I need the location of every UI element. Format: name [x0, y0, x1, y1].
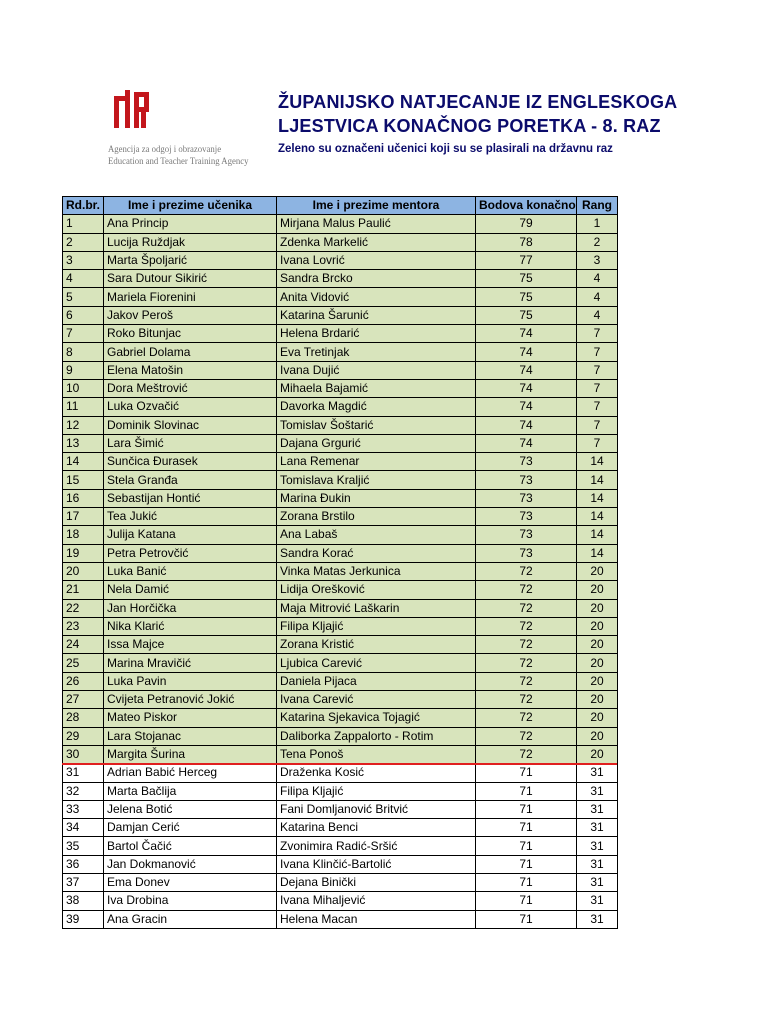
student-name-cell: Cvijeta Petranović Jokić — [104, 691, 277, 709]
row-number-cell: 25 — [63, 654, 104, 672]
row-number-cell: 9 — [63, 361, 104, 379]
logo-text-croatian: Agencija za odgoj i obrazovanje — [108, 145, 222, 155]
row-number-cell: 27 — [63, 691, 104, 709]
mentor-name-cell: Lana Remenar — [277, 453, 476, 471]
table-row — [63, 800, 618, 818]
student-name-cell: Lara Stojanac — [104, 727, 277, 745]
row-number-cell: 18 — [63, 526, 104, 544]
mentor-name-cell: Ivana Lovrić — [277, 251, 476, 269]
rank-cell: 20 — [577, 727, 618, 745]
final-points-cell: 74 — [476, 361, 577, 379]
table-row — [63, 727, 618, 745]
table-row — [63, 873, 618, 891]
student-name-cell: Stela Granđa — [104, 471, 277, 489]
mentor-name-cell: Maja Mitrović Laškarin — [277, 599, 476, 617]
student-name-cell: Marta Špoljarić — [104, 251, 277, 269]
student-name-cell: Elena Matošin — [104, 361, 277, 379]
student-name-cell: Lucija Ruždjak — [104, 233, 277, 251]
row-number-cell: 2 — [63, 233, 104, 251]
table-row — [63, 745, 618, 763]
final-points-cell: 75 — [476, 306, 577, 324]
mentor-name-cell: Helena Brdarić — [277, 325, 476, 343]
row-number-cell: 32 — [63, 782, 104, 800]
table-row — [63, 544, 618, 562]
final-points-cell: 71 — [476, 837, 577, 855]
mentor-name-cell: Ivana Mihaljević — [277, 892, 476, 910]
rank-cell: 20 — [577, 562, 618, 580]
student-name-cell: Jan Horčička — [104, 599, 277, 617]
final-points-cell: 73 — [476, 489, 577, 507]
row-number-cell: 15 — [63, 471, 104, 489]
mentor-name-cell: Sandra Korać — [277, 544, 476, 562]
mentor-name-cell: Mirjana Malus Paulić — [277, 215, 476, 233]
rank-cell: 31 — [577, 764, 618, 782]
row-number-cell: 35 — [63, 837, 104, 855]
rank-cell: 20 — [577, 617, 618, 635]
row-number-cell: 20 — [63, 562, 104, 580]
column-header-points: Bodova konačno — [476, 197, 577, 215]
mentor-name-cell: Tomislava Kraljić — [277, 471, 476, 489]
rank-cell: 7 — [577, 361, 618, 379]
rank-cell: 31 — [577, 910, 618, 928]
row-number-cell: 22 — [63, 599, 104, 617]
table-row — [63, 636, 618, 654]
mentor-name-cell: Anita Vidović — [277, 288, 476, 306]
student-name-cell: Luka Banić — [104, 562, 277, 580]
table-row — [63, 361, 618, 379]
mentor-name-cell: Ivana Dujić — [277, 361, 476, 379]
student-name-cell: Damjan Cerić — [104, 819, 277, 837]
row-number-cell: 39 — [63, 910, 104, 928]
row-number-cell: 4 — [63, 270, 104, 288]
rank-cell: 20 — [577, 672, 618, 690]
final-points-cell: 74 — [476, 379, 577, 397]
row-number-cell: 23 — [63, 617, 104, 635]
row-number-cell: 11 — [63, 398, 104, 416]
row-number-cell: 30 — [63, 745, 104, 763]
student-name-cell: Jakov Peroš — [104, 306, 277, 324]
student-name-cell: Ana Gracin — [104, 910, 277, 928]
student-name-cell: Marta Bačlija — [104, 782, 277, 800]
table-row — [63, 453, 618, 471]
final-points-cell: 71 — [476, 819, 577, 837]
rank-cell: 20 — [577, 745, 618, 763]
final-points-cell: 72 — [476, 581, 577, 599]
final-points-cell: 75 — [476, 270, 577, 288]
row-number-cell: 3 — [63, 251, 104, 269]
mentor-name-cell: Ivana Klinčić-Bartolić — [277, 855, 476, 873]
final-points-cell: 78 — [476, 233, 577, 251]
row-number-cell: 10 — [63, 379, 104, 397]
rank-cell: 4 — [577, 270, 618, 288]
rank-cell: 20 — [577, 636, 618, 654]
rank-cell: 20 — [577, 709, 618, 727]
final-points-cell: 74 — [476, 434, 577, 452]
final-points-cell: 74 — [476, 325, 577, 343]
mentor-name-cell: Helena Macan — [277, 910, 476, 928]
final-points-cell: 72 — [476, 691, 577, 709]
table-row — [63, 398, 618, 416]
rank-cell: 2 — [577, 233, 618, 251]
mentor-name-cell: Eva Tretinjak — [277, 343, 476, 361]
rank-cell: 4 — [577, 306, 618, 324]
row-number-cell: 5 — [63, 288, 104, 306]
mentor-name-cell: Ljubica Carević — [277, 654, 476, 672]
final-points-cell: 75 — [476, 288, 577, 306]
mentor-name-cell: Dejana Binički — [277, 873, 476, 891]
table-row — [63, 764, 618, 782]
mentor-name-cell: Lidija Orešković — [277, 581, 476, 599]
table-row — [63, 471, 618, 489]
table-row — [63, 709, 618, 727]
rank-cell: 7 — [577, 325, 618, 343]
table-row — [63, 599, 618, 617]
table-row — [63, 562, 618, 580]
row-number-cell: 33 — [63, 800, 104, 818]
student-name-cell: Petra Petrovčić — [104, 544, 277, 562]
table-row — [63, 892, 618, 910]
table-row — [63, 251, 618, 269]
row-number-cell: 14 — [63, 453, 104, 471]
student-name-cell: Gabriel Dolama — [104, 343, 277, 361]
row-number-cell: 29 — [63, 727, 104, 745]
student-name-cell: Issa Majce — [104, 636, 277, 654]
rank-cell: 31 — [577, 782, 618, 800]
column-header-rank: Rang — [577, 197, 618, 215]
table-row — [63, 581, 618, 599]
mentor-name-cell: Katarina Šarunić — [277, 306, 476, 324]
student-name-cell: Luka Pavin — [104, 672, 277, 690]
table-row — [63, 434, 618, 452]
student-name-cell: Roko Bitunjac — [104, 325, 277, 343]
results-table-body — [63, 215, 618, 929]
table-row — [63, 343, 618, 361]
row-number-cell: 12 — [63, 416, 104, 434]
final-points-cell: 71 — [476, 800, 577, 818]
final-points-cell: 72 — [476, 599, 577, 617]
student-name-cell: Nika Klarić — [104, 617, 277, 635]
final-points-cell: 71 — [476, 764, 577, 782]
agency-logo-icon — [110, 88, 154, 134]
student-name-cell: Iva Drobina — [104, 892, 277, 910]
qualification-note: Zeleno su označeni učenici koji su se plasirali na državnu raz — [278, 143, 613, 155]
rank-cell: 3 — [577, 251, 618, 269]
table-row — [63, 526, 618, 544]
final-points-cell: 71 — [476, 892, 577, 910]
mentor-name-cell: Ana Labaš — [277, 526, 476, 544]
document-header — [278, 90, 768, 157]
final-points-cell: 74 — [476, 398, 577, 416]
agency-logo — [108, 88, 258, 168]
table-header-row — [63, 197, 618, 215]
rank-cell: 20 — [577, 654, 618, 672]
mentor-name-cell: Sandra Brcko — [277, 270, 476, 288]
mentor-name-cell: Mihaela Bajamić — [277, 379, 476, 397]
rank-cell: 14 — [577, 544, 618, 562]
rank-cell: 4 — [577, 288, 618, 306]
final-points-cell: 73 — [476, 471, 577, 489]
mentor-name-cell: Zorana Kristić — [277, 636, 476, 654]
row-number-cell: 1 — [63, 215, 104, 233]
table-row — [63, 379, 618, 397]
rank-cell: 20 — [577, 691, 618, 709]
final-points-cell: 73 — [476, 526, 577, 544]
mentor-name-cell: Daliborka Zappalorto - Rotim — [277, 727, 476, 745]
table-row — [63, 837, 618, 855]
final-points-cell: 71 — [476, 873, 577, 891]
table-row — [63, 306, 618, 324]
rank-cell: 1 — [577, 215, 618, 233]
row-number-cell: 37 — [63, 873, 104, 891]
rank-cell: 14 — [577, 471, 618, 489]
document-title: ŽUPANIJSKO NATJECANJE IZ ENGLESKOGA — [278, 92, 678, 112]
mentor-name-cell: Draženka Kosić — [277, 764, 476, 782]
final-points-cell: 72 — [476, 709, 577, 727]
table-row — [63, 672, 618, 690]
row-number-cell: 8 — [63, 343, 104, 361]
rank-cell: 7 — [577, 379, 618, 397]
mentor-name-cell: Tena Ponoš — [277, 745, 476, 763]
rank-cell: 31 — [577, 873, 618, 891]
logo-text-english: Education and Teacher Training Agency — [108, 157, 249, 167]
table-row — [63, 691, 618, 709]
mentor-name-cell: Zdenka Markelić — [277, 233, 476, 251]
table-row — [63, 270, 618, 288]
mentor-name-cell: Zvonimira Radić-Sršić — [277, 837, 476, 855]
rank-cell: 7 — [577, 398, 618, 416]
final-points-cell: 71 — [476, 910, 577, 928]
qualification-cutoff-line — [62, 763, 617, 765]
row-number-cell: 16 — [63, 489, 104, 507]
row-number-cell: 13 — [63, 434, 104, 452]
mentor-name-cell: Davorka Magdić — [277, 398, 476, 416]
student-name-cell: Dominik Slovinac — [104, 416, 277, 434]
row-number-cell: 31 — [63, 764, 104, 782]
row-number-cell: 36 — [63, 855, 104, 873]
mentor-name-cell: Filipa Kljajić — [277, 782, 476, 800]
final-points-cell: 72 — [476, 636, 577, 654]
rank-cell: 31 — [577, 800, 618, 818]
final-points-cell: 74 — [476, 416, 577, 434]
row-number-cell: 21 — [63, 581, 104, 599]
student-name-cell: Sunčica Đurasek — [104, 453, 277, 471]
student-name-cell: Adrian Babić Herceg — [104, 764, 277, 782]
rank-cell: 14 — [577, 508, 618, 526]
student-name-cell: Ana Princip — [104, 215, 277, 233]
mentor-name-cell: Tomislav Šoštarić — [277, 416, 476, 434]
rank-cell: 7 — [577, 434, 618, 452]
final-points-cell: 71 — [476, 855, 577, 873]
student-name-cell: Nela Damić — [104, 581, 277, 599]
mentor-name-cell: Ivana Carević — [277, 691, 476, 709]
mentor-name-cell: Marina Đukin — [277, 489, 476, 507]
table-row — [63, 233, 618, 251]
student-name-cell: Ema Donev — [104, 873, 277, 891]
table-row — [63, 819, 618, 837]
final-points-cell: 74 — [476, 343, 577, 361]
final-points-cell: 73 — [476, 544, 577, 562]
student-name-cell: Julija Katana — [104, 526, 277, 544]
rank-cell: 31 — [577, 837, 618, 855]
final-points-cell: 73 — [476, 508, 577, 526]
table-row — [63, 288, 618, 306]
results-table — [62, 196, 618, 929]
table-row — [63, 855, 618, 873]
row-number-cell: 24 — [63, 636, 104, 654]
row-number-cell: 7 — [63, 325, 104, 343]
final-points-cell: 77 — [476, 251, 577, 269]
student-name-cell: Lara Šimić — [104, 434, 277, 452]
rank-cell: 14 — [577, 526, 618, 544]
rank-cell: 20 — [577, 581, 618, 599]
student-name-cell: Jan Dokmanović — [104, 855, 277, 873]
student-name-cell: Bartol Čačić — [104, 837, 277, 855]
final-points-cell: 72 — [476, 617, 577, 635]
mentor-name-cell: Filipa Kljajić — [277, 617, 476, 635]
rank-cell: 14 — [577, 489, 618, 507]
mentor-name-cell: Fani Domljanović Britvić — [277, 800, 476, 818]
final-points-cell: 72 — [476, 654, 577, 672]
rank-cell: 31 — [577, 855, 618, 873]
table-row — [63, 910, 618, 928]
student-name-cell: Luka Ozvačić — [104, 398, 277, 416]
student-name-cell: Sebastijan Hontić — [104, 489, 277, 507]
table-row — [63, 489, 618, 507]
student-name-cell: Sara Dutour Sikirić — [104, 270, 277, 288]
row-number-cell: 19 — [63, 544, 104, 562]
student-name-cell: Marina Mravičić — [104, 654, 277, 672]
final-points-cell: 72 — [476, 562, 577, 580]
row-number-cell: 6 — [63, 306, 104, 324]
row-number-cell: 28 — [63, 709, 104, 727]
student-name-cell: Dora Meštrović — [104, 379, 277, 397]
mentor-name-cell: Katarina Sjekavica Tojagić — [277, 709, 476, 727]
mentor-name-cell: Zorana Brstilo — [277, 508, 476, 526]
table-row — [63, 782, 618, 800]
student-name-cell: Mariela Fiorenini — [104, 288, 277, 306]
table-row — [63, 654, 618, 672]
rank-cell: 31 — [577, 892, 618, 910]
final-points-cell: 79 — [476, 215, 577, 233]
row-number-cell: 26 — [63, 672, 104, 690]
mentor-name-cell: Dajana Grgurić — [277, 434, 476, 452]
student-name-cell: Margita Šurina — [104, 745, 277, 763]
column-header-rd: Rd.br. — [63, 197, 104, 215]
student-name-cell: Tea Jukić — [104, 508, 277, 526]
final-points-cell: 71 — [476, 782, 577, 800]
mentor-name-cell: Vinka Matas Jerkunica — [277, 562, 476, 580]
final-points-cell: 72 — [476, 672, 577, 690]
row-number-cell: 38 — [63, 892, 104, 910]
final-points-cell: 72 — [476, 727, 577, 745]
document-subtitle-ranking: LJESTVICA KONAČNOG PORETKA - 8. RAZ — [278, 116, 661, 136]
table-row — [63, 215, 618, 233]
table-row — [63, 617, 618, 635]
student-name-cell: Mateo Piskor — [104, 709, 277, 727]
rank-cell: 14 — [577, 453, 618, 471]
rank-cell: 31 — [577, 819, 618, 837]
column-header-mentor: Ime i prezime mentora — [277, 197, 476, 215]
table-row — [63, 508, 618, 526]
student-name-cell: Jelena Botić — [104, 800, 277, 818]
final-points-cell: 72 — [476, 745, 577, 763]
column-header-student: Ime i prezime učenika — [104, 197, 277, 215]
mentor-name-cell: Katarina Benci — [277, 819, 476, 837]
row-number-cell: 17 — [63, 508, 104, 526]
final-points-cell: 73 — [476, 453, 577, 471]
rank-cell: 20 — [577, 599, 618, 617]
row-number-cell: 34 — [63, 819, 104, 837]
table-row — [63, 416, 618, 434]
table-row — [63, 325, 618, 343]
mentor-name-cell: Daniela Pijaca — [277, 672, 476, 690]
rank-cell: 7 — [577, 343, 618, 361]
rank-cell: 7 — [577, 416, 618, 434]
